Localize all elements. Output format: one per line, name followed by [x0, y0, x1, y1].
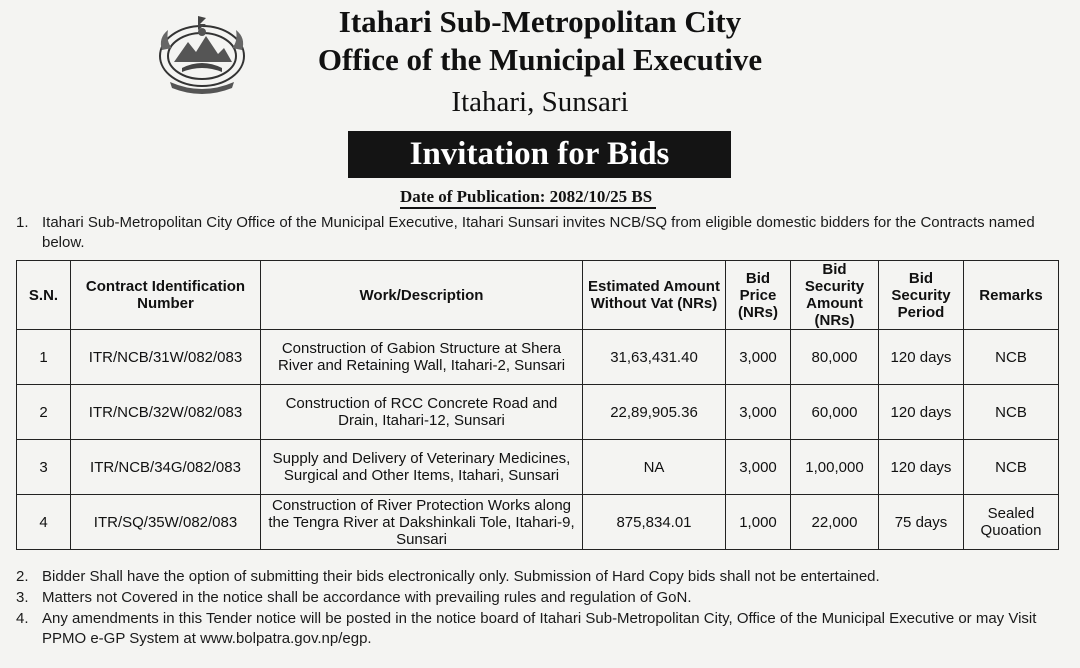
cell-security-amount: 80,000 — [791, 330, 879, 385]
note-text: Matters not Covered in the notice shall be accordance with prevailing rules and regulation of GoN. — [42, 589, 692, 606]
cell-bid-price: 3,000 — [726, 385, 791, 440]
note-number: 3. — [16, 589, 29, 606]
cell-security-period: 120 days — [879, 330, 964, 385]
header-security-amount: Bid Security Amount (NRs) — [791, 261, 879, 330]
cell-bid-price: 1,000 — [726, 495, 791, 550]
table-row — [17, 330, 1059, 385]
cell-work: Construction of Gabion Structure at Shera River and Retaining Wall, Itahari-2, Sunsari — [261, 330, 583, 385]
cell-security-amount: 60,000 — [791, 385, 879, 440]
cell-bid-price: 3,000 — [726, 330, 791, 385]
cell-security-amount: 1,00,000 — [791, 440, 879, 495]
nepal-government-emblem-icon — [152, 10, 252, 96]
office-location: Itahari, Sunsari — [451, 86, 629, 118]
bids-table — [16, 260, 1059, 550]
publication-date: Date of Publication: 2082/10/25 BS — [400, 187, 656, 209]
header-sn: S.N. — [17, 261, 71, 330]
table-row — [17, 385, 1059, 440]
table-header-row — [17, 261, 1059, 330]
cell-remarks: Sealed Quoation — [964, 495, 1059, 550]
note-text: Itahari Sub-Metropolitan City Office of the Municipal Executive, Itahari Sunsari invites NCB/SQ from eligible domestic bidders for the Contracts named below. — [42, 214, 1035, 251]
header-bid-price: Bid Price (NRs) — [726, 261, 791, 330]
cell-estimated: 875,834.01 — [583, 495, 726, 550]
cell-sn: 3 — [17, 440, 71, 495]
cell-contract-id: ITR/SQ/35W/082/083 — [71, 495, 261, 550]
office-name-line1: Itahari Sub-Metropolitan City — [338, 4, 742, 39]
cell-security-period: 75 days — [879, 495, 964, 550]
cell-remarks: NCB — [964, 330, 1059, 385]
note-number: 1. — [16, 214, 29, 231]
office-name-line2: Office of the Municipal Executive — [317, 42, 763, 77]
cell-remarks: NCB — [964, 440, 1059, 495]
cell-security-period: 120 days — [879, 385, 964, 440]
cell-sn: 1 — [17, 330, 71, 385]
note-item — [16, 567, 880, 587]
table-row — [17, 495, 1059, 550]
note-number: 2. — [16, 568, 29, 585]
note-item — [16, 588, 692, 608]
note-item — [16, 213, 1056, 253]
note-item — [16, 609, 1056, 649]
cell-contract-id: ITR/NCB/31W/082/083 — [71, 330, 261, 385]
cell-sn: 4 — [17, 495, 71, 550]
cell-work: Construction of RCC Concrete Road and Drain, Itahari-12, Sunsari — [261, 385, 583, 440]
cell-contract-id: ITR/NCB/34G/082/083 — [71, 440, 261, 495]
cell-security-period: 120 days — [879, 440, 964, 495]
note-number: 4. — [16, 610, 29, 627]
header-contract-id: Contract Identification Number — [71, 261, 261, 330]
header-estimated: Estimated Amount Without Vat (NRs) — [583, 261, 726, 330]
cell-estimated: 22,89,905.36 — [583, 385, 726, 440]
note-text: Any amendments in this Tender notice will be posted in the notice board of Itahari Sub-Metropolitan City, Office of the Municipal Executive or may Visit PPMO e-GP System at www.bolpatra.gov.np/egp. — [42, 610, 1037, 647]
cell-work: Supply and Delivery of Veterinary Medicines, Surgical and Other Items, Itahari, Sunsari — [261, 440, 583, 495]
cell-bid-price: 3,000 — [726, 440, 791, 495]
note-text: Bidder Shall have the option of submitting their bids electronically only. Submission of Hard Copy bids shall not be entertained. — [42, 568, 880, 585]
header-remarks: Remarks — [964, 261, 1059, 330]
cell-remarks: NCB — [964, 385, 1059, 440]
notice-title-banner: Invitation for Bids — [348, 131, 731, 178]
cell-estimated: 31,63,431.40 — [583, 330, 726, 385]
cell-contract-id: ITR/NCB/32W/082/083 — [71, 385, 261, 440]
cell-estimated: NA — [583, 440, 726, 495]
header-security-period: Bid Security Period — [879, 261, 964, 330]
header-work: Work/Description — [261, 261, 583, 330]
cell-sn: 2 — [17, 385, 71, 440]
table-row — [17, 440, 1059, 495]
cell-work: Construction of River Protection Works along the Tengra River at Dakshinkali Tole, Itahari-9, Sunsari — [261, 495, 583, 550]
cell-security-amount: 22,000 — [791, 495, 879, 550]
